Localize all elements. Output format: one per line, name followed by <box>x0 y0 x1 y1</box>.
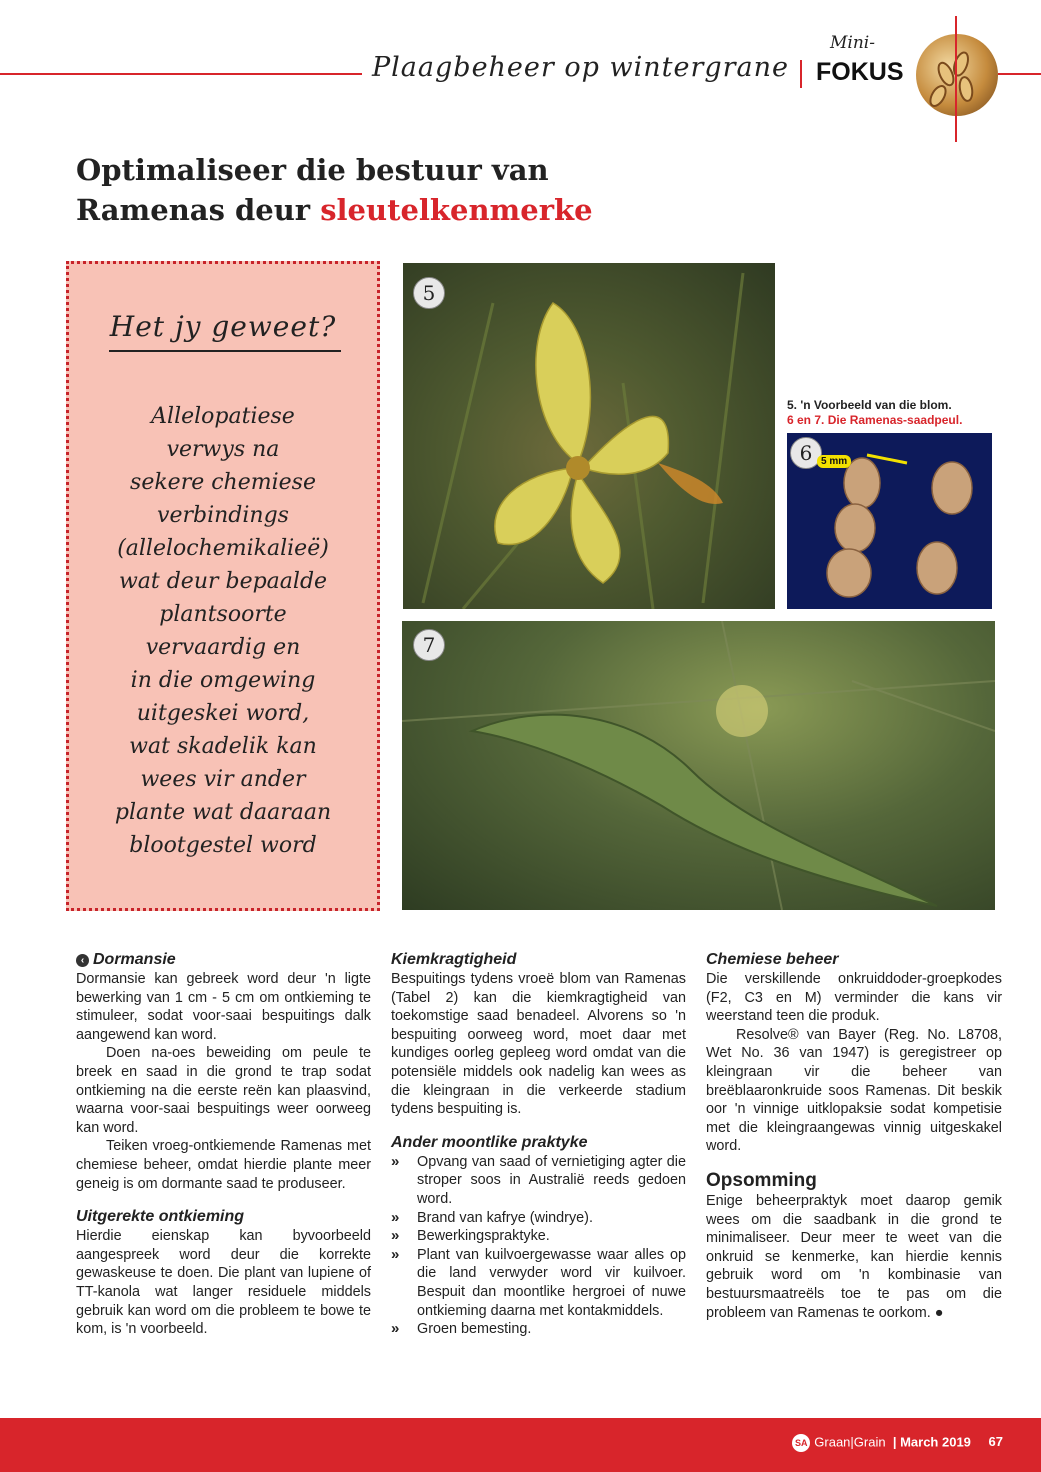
list-item <box>391 1153 686 1209</box>
did-line: (allelochemikalieë) <box>117 536 329 561</box>
list-item <box>391 1209 686 1228</box>
did-you-know-underline <box>109 350 341 352</box>
list-item-text: Groen bemesting. <box>417 1321 532 1338</box>
did-you-know-text <box>79 400 367 862</box>
magazine-name: Graan|Grain <box>814 1434 886 1450</box>
sa-logo-icon: SA <box>792 1434 810 1452</box>
did-line: verwys na <box>166 437 280 462</box>
did-line: plante wat daaraan <box>114 800 332 825</box>
footer-bar <box>0 1418 1041 1472</box>
photo-flower <box>403 263 775 609</box>
double-chevron-icon: » <box>391 1245 400 1263</box>
paragraph: Doen na-oes beweiding om peule te breek en saad in die grond te trap sodat ontkieming na die eerste reën kan plaasvind, waarna voor-saai bespuitings weer oorweeg kan word. <box>76 1045 371 1136</box>
photo-seed-pods <box>787 433 992 609</box>
paragraph: Teiken vroeg-ontkiemende Ramenas met chemiese beheer, omdat hierdie plante meer geneig is om dormante saad te produseer. <box>76 1138 371 1192</box>
back-arrow-icon: ‹ <box>76 954 89 967</box>
heading-ander-praktyke: Ander moontlike praktyke <box>391 1133 588 1151</box>
double-chevron-icon: » <box>391 1152 400 1170</box>
title-highlight: sleutelkenmerke <box>320 193 593 227</box>
paragraph: Bespuitings tydens vroeë blom van Ramenas (Tabel 2) kan die kiemkragtigheid van toekomstige saad benadeel. Alvorens so 'n bespuiting oorweeg word, moet daar met kundiges oorleg gepleeg word omdat van die potensiële middels ook nadelig kan wees as die kleingraan in die verkeerde stadium tydens bespuiting is. <box>391 971 686 1118</box>
mini-label: Mini- <box>830 33 875 53</box>
did-line: wat deur bepaalde <box>118 569 328 594</box>
did-line: wat skadelik kan <box>129 734 317 759</box>
wheat-icon <box>916 34 998 116</box>
figure-caption <box>787 398 962 428</box>
body-column-1 <box>76 950 371 1339</box>
did-line: in die omgewing <box>130 668 316 693</box>
heading-chemiese-beheer: Chemiese beheer <box>706 951 839 968</box>
did-line: wees vir ander <box>140 767 306 792</box>
grain-logo-image <box>916 34 998 116</box>
list-item <box>391 1227 686 1246</box>
paragraph: Dormansie kan gebreek word deur 'n ligte bewerking van 1 cm - 5 cm om ontkieming te stimuleer, sodat voor-saai bespuitings dalk aangewend kan word. <box>76 971 371 1043</box>
flower-illustration <box>403 263 775 609</box>
figure-badge-5: 5 <box>413 277 445 309</box>
heading-dormansie-text: Dormansie <box>93 951 176 968</box>
heading-opsomming: Opsomming <box>706 1169 817 1191</box>
footer-separator: | <box>889 1434 901 1450</box>
crosshair-vertical <box>955 16 957 142</box>
heading-uitgerekte: Uitgerekte ontkieming <box>76 1208 245 1226</box>
article-title <box>76 150 593 230</box>
did-line: plantsoorte <box>159 602 287 627</box>
figure-badge-7: 7 <box>413 629 445 661</box>
fokus-label: FOKUS <box>816 58 904 86</box>
paragraph: Enige beheerpraktyk moet daarop gemik wees om die saadbank in die grond te minimaliseer. Deur meer te weet van die onkruid se kenmerke, kan hierdie kennis gebruik word om 'n kombinasie van bestuursmaatreëls toe te pas om die probleem van Ramenas te oorkom. ● <box>706 1192 1002 1321</box>
title-line-2-prefix: Ramenas deur <box>76 193 321 227</box>
did-you-know-box <box>66 261 380 911</box>
paragraph: Hierdie eienskap kan byvoorbeeld aangespreek word deur die korrekte gewaskeuse te doen. Die plant van lupiene of TT-kanola wat langer residuele middels gebruik kan word om die probleem te bowe te kom, is 'n voorbeeld. <box>76 1228 371 1338</box>
title-line-1: Optimaliseer die bestuur van <box>76 153 549 187</box>
section-title: Plaagbeheer op wintergrane <box>372 52 790 83</box>
heading-kiemkragtigheid: Kiemkragtigheid <box>391 951 517 968</box>
paragraph: Die verskillende onkruiddoder-groepkodes (F2, C3 en M) verminder die kans vir weerstand teen die produk. <box>706 971 1002 1025</box>
did-line: Allelopatiese <box>151 404 295 429</box>
page-number: 67 <box>988 1434 1003 1450</box>
list-item-text: Opvang van saad of vernietiging agter die stroper soos in Australië reeds gedoen word. <box>417 1153 686 1207</box>
header-separator <box>800 60 802 88</box>
photo-seed-pod-closeup <box>402 621 995 910</box>
list-item-text: Brand van kafrye (windrye). <box>417 1209 593 1226</box>
footer-text <box>792 1434 1003 1452</box>
caption-line-1: 5. 'n Voorbeeld van die blom. <box>787 398 952 412</box>
list-item-text: Plant van kuilvoergewasse waar alles op die land verwyder word vir kuilvoer. Bespuit dan moontlike hergroei of nuwe ontkieming daarna met kontakmiddels. <box>417 1246 686 1319</box>
did-line: vervaardig en <box>145 635 301 660</box>
spacer <box>76 1193 371 1207</box>
did-line: verbindings <box>157 503 289 528</box>
body-column-2 <box>391 950 686 1339</box>
issue-date: March 2019 <box>900 1434 971 1450</box>
body-column-3 <box>706 950 1002 1322</box>
practice-list <box>391 1153 686 1339</box>
did-line: sekere chemiese <box>130 470 316 495</box>
spacer <box>391 1119 686 1133</box>
double-chevron-icon: » <box>391 1320 400 1338</box>
list-item <box>391 1246 686 1320</box>
list-item-text: Bewerkingspraktyke. <box>417 1228 550 1245</box>
did-you-know-heading: Het jy geweet? <box>109 310 337 343</box>
heading-dormansie <box>76 950 371 970</box>
list-item <box>391 1320 686 1339</box>
double-chevron-icon: » <box>391 1227 400 1245</box>
paragraph: Resolve® van Bayer (Reg. No. L8708, Wet No. 36 van 1947) is geregistreer op kleingraan vir die beheer van breëblaaronkruide soos Ramenas. Dit beskik oor 'n vinnige uitklopaksie sodat kompetisie met die kleingraangewas vinnig uitgeskakel word. <box>706 1026 1002 1155</box>
spacer <box>706 1156 1002 1170</box>
seed-pod-illustration <box>402 621 995 910</box>
header-rule-left <box>0 73 362 75</box>
did-line: uitgeskei word, <box>136 701 310 726</box>
did-line: blootgestel word <box>129 833 317 858</box>
double-chevron-icon: » <box>391 1208 400 1226</box>
figure-badge-6: 6 <box>790 437 822 469</box>
scale-label: 5 mm <box>817 455 851 468</box>
caption-line-2: 6 en 7. Die Ramenas-saadpeul. <box>787 413 963 427</box>
title-line-2 <box>76 190 593 230</box>
crosshair-horizontal <box>998 73 1041 75</box>
